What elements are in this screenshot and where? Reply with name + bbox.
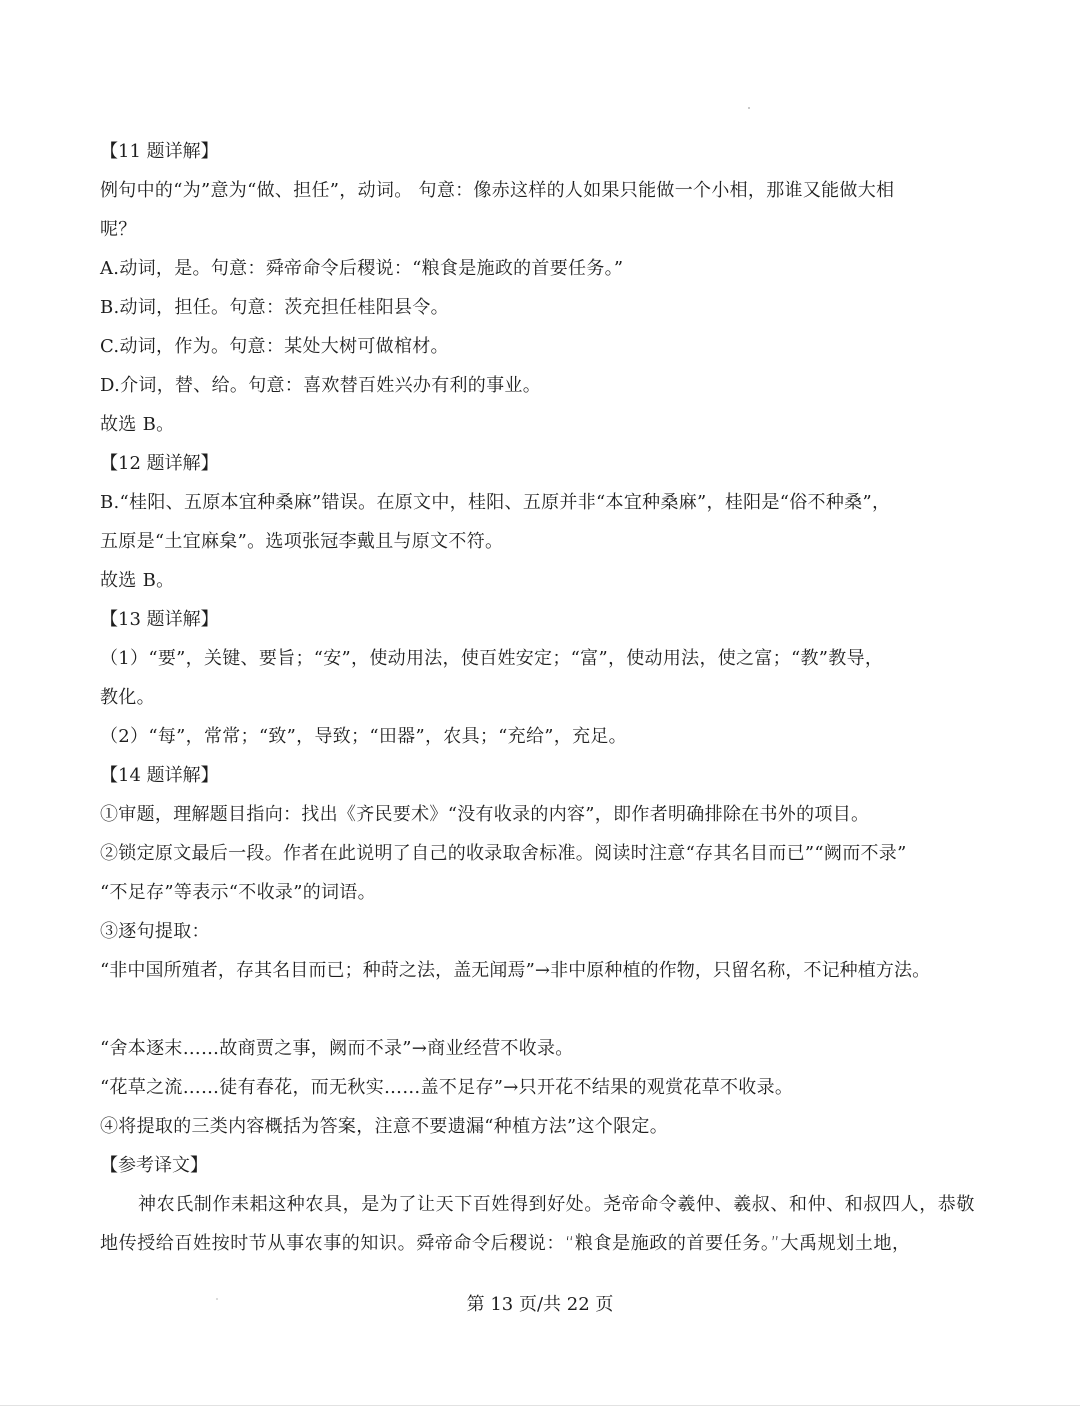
option-b: B.动词，担任。句意：茨充担任桂阳县令。: [100, 297, 449, 318]
section-heading: 【12 题详解】: [100, 453, 219, 474]
section-q14: [100, 756, 990, 1146]
blank-gap: [100, 990, 990, 1029]
section-heading: 【11 题详解】: [100, 141, 219, 162]
translation-paragraph: 神农氏制作耒耜这种农具，是为了让天下百姓得到好处。尧帝命令羲仲、羲叔、和仲、和叔四人，恭敬地传授给百姓按时节从事农事的知识。舜帝命令后稷说：“粮食是施政的首要任务。”大禹规划土地，: [100, 1194, 975, 1254]
text-line: （1）“要”，关键、要旨；“安”，使动用法，使百姓安定；“富”，使动用法，使之富；“教”教导，: [100, 648, 884, 669]
text-line: ①审题，理解题目指向：找出《齐民要术》“没有收录的内容”，即作者明确排除在书外的项目。: [100, 804, 870, 825]
text-line: 五原是“土宜麻枲”。选项张冠李戴且与原文不符。: [100, 531, 504, 552]
section-heading: 【参考译文】: [100, 1155, 208, 1176]
section-q11: [100, 132, 990, 444]
page-number: 第 13 页/共 22 页: [466, 1294, 614, 1315]
section-q12: [100, 444, 990, 600]
text-line: B.“桂阳、五原本宜种桑麻”错误。在原文中，桂阳、五原并非“本宜种桑麻”，桂阳是“俗不种桑”，: [100, 492, 891, 513]
text-line: “舍本逐末……故商贾之事，阙而不录”→商业经营不收录。: [100, 1038, 574, 1059]
document-body: [100, 132, 990, 1263]
text-line: “不足存”等表示“不收录”的词语。: [100, 882, 376, 903]
option-a: A.动词，是。句意：舜帝命令后稷说：“粮食是施政的首要任务。”: [100, 258, 624, 279]
text-line: 呢？: [100, 219, 137, 240]
section-heading: 【13 题详解】: [100, 609, 219, 630]
option-d: D.介词，替、给。句意：喜欢替百姓兴办有利的事业。: [100, 375, 542, 396]
scan-speck: [748, 107, 750, 109]
option-c: C.动词，作为。句意：某处大树可做棺材。: [100, 336, 449, 357]
page-edge: [0, 1405, 1080, 1406]
section-translation: [100, 1146, 990, 1263]
answer-line: 故选 B。: [100, 414, 175, 435]
section-heading: 【14 题详解】: [100, 765, 219, 786]
section-q13: [100, 600, 990, 756]
text-line: ②锁定原文最后一段。作者在此说明了自己的收录取舍标准。阅读时注意“存其名目而已”“阙而不录”: [100, 843, 907, 864]
text-line: 教化。: [100, 687, 155, 708]
text-line: ③逐句提取：: [100, 921, 210, 942]
text-line: 例句中的“为”意为“做、担任”，动词。 句意：像赤这样的人如果只能做一个小相，那谁又能做大相: [100, 180, 895, 201]
text-line: （2）“每”，常常；“致”，导致；“田器”，农具；“充给”，充足。: [100, 726, 627, 747]
text-line: “花草之流……徒有春花，而无秋实……盖不足存”→只开花不结果的观赏花草不收录。: [100, 1077, 794, 1098]
answer-line: 故选 B。: [100, 570, 175, 591]
text-line: “非中国所殖者，存其名目而已；种莳之法，盖无闻焉”→非中原种植的作物，只留名称，不记种植方法。: [100, 960, 931, 981]
text-line: ④将提取的三类内容概括为答案，注意不要遗漏“种植方法”这个限定。: [100, 1116, 669, 1137]
